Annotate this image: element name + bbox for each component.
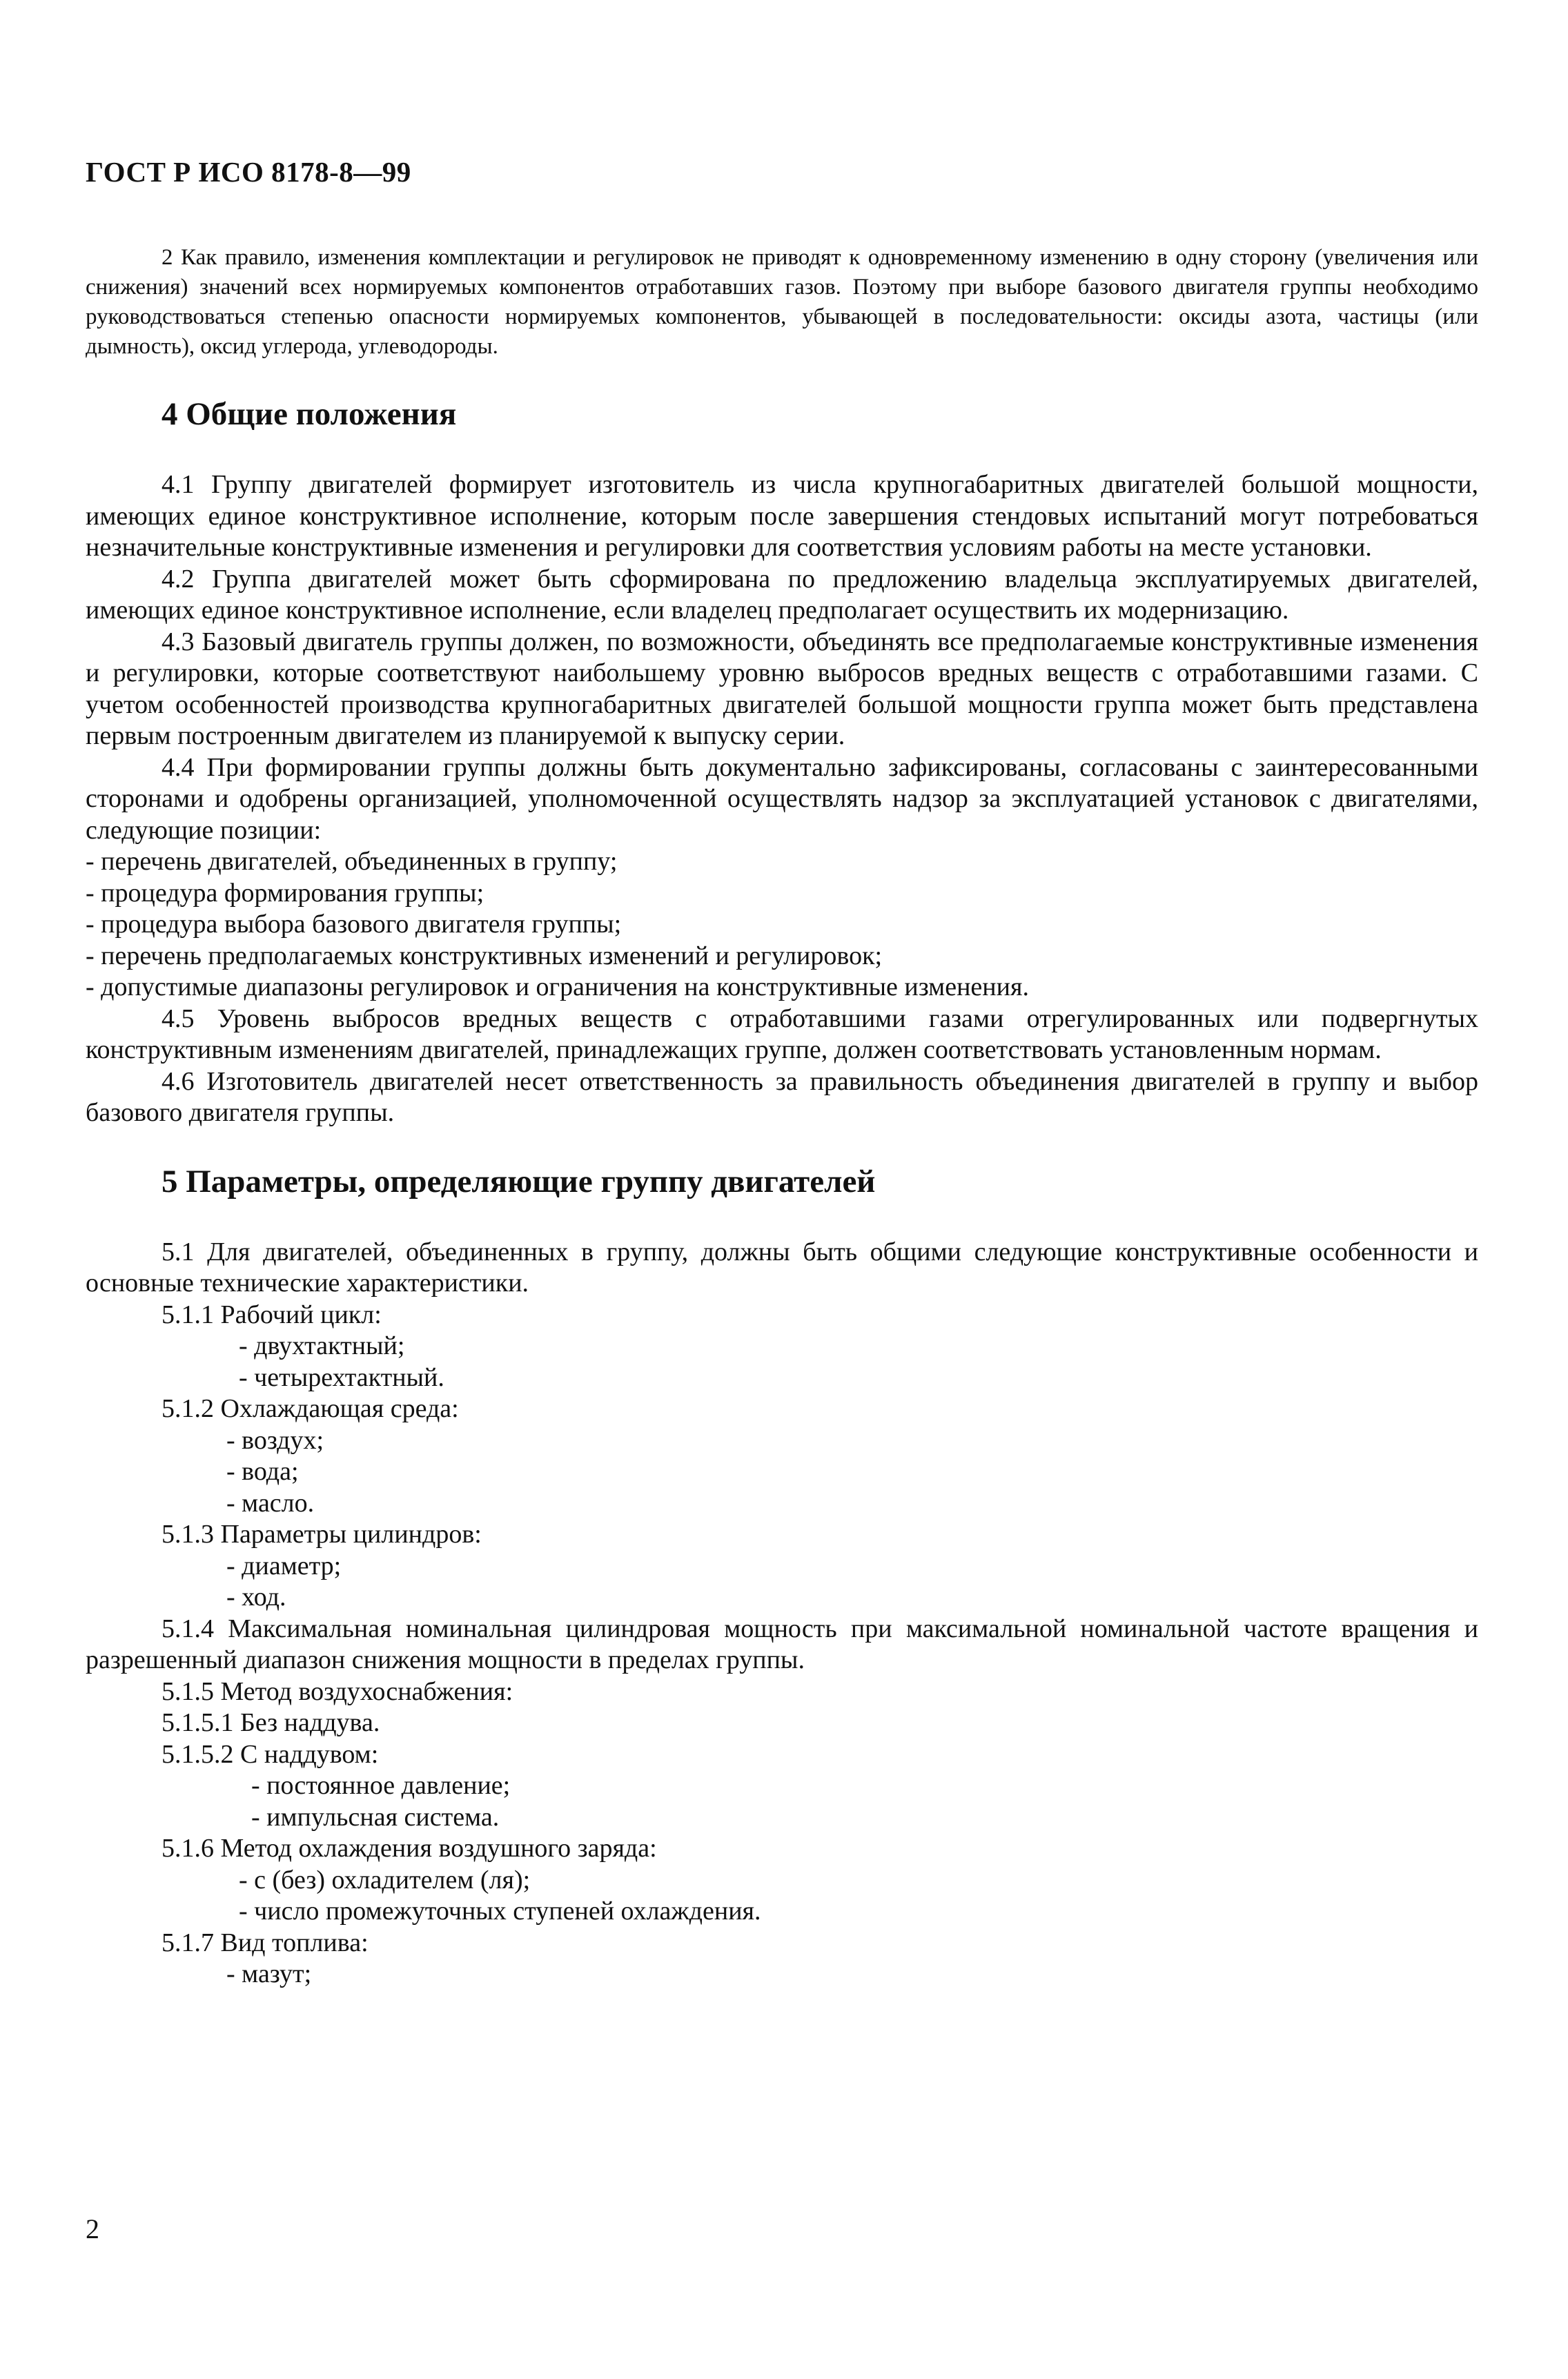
- clause-5-1-6: 5.1.6 Метод охлаждения воздушного заряда:: [161, 1834, 657, 1863]
- list-item: - перечень предполагаемых конструктивных изменений и регулировок;: [86, 941, 883, 970]
- clause-5-1-4: 5.1.4 Максимальная номинальная цилиндровая мощность при максимальной номинальной частоте вращения и разрешенный диапазон снижения мощности в пределах группы.: [86, 1614, 1478, 1674]
- clause-4-4: 4.4 При формировании группы должны быть документально зафиксированы, согласованы с заинтересованными сторонами и одобрены организацией, уполномоченной осуществлять надзор за эксплуатацией установок с двигателями, следующие позиции:: [86, 752, 1478, 845]
- clause-5-1-2: 5.1.2 Охлаждающая среда:: [161, 1394, 459, 1423]
- list-item: - двухтактный;: [239, 1331, 405, 1360]
- list-item: - допустимые диапазоны регулировок и ограничения на конструктивные изменения.: [86, 972, 1029, 1001]
- list-item: - импульсная система.: [251, 1802, 500, 1832]
- section-5-title: 5 Параметры, определяющие группу двигателей: [161, 1163, 876, 1200]
- clause-5-1-5: 5.1.5 Метод воздухоснабжения:: [161, 1676, 513, 1706]
- list-item: - постоянное давление;: [251, 1771, 511, 1800]
- list-item: - диаметр;: [226, 1551, 342, 1580]
- list-item: - вода;: [226, 1457, 299, 1486]
- list-item: - процедура формирования группы;: [86, 878, 484, 908]
- document-page: [86, 155, 1478, 1990]
- list-item: - мазут;: [226, 1959, 312, 1988]
- list-item: - масло.: [226, 1488, 315, 1518]
- note-paragraph: 2 Как правило, изменения комплектации и регулировок не приводят к одновременному изменению в одну сторону (увеличения или снижения) значений всех нормируемых компонентов отработавших газов. Поэтому при выборе базового двигателя группы необходимо руководствоваться степенью опасности нормируемых компонентов, убывающей в последовательности: оксиды азота, частицы (или дымность), оксид углерода, углеводороды.: [86, 245, 1478, 359]
- clause-5-1-5-1: 5.1.5.1 Без наддува.: [161, 1708, 380, 1737]
- clause-4-6: 4.6 Изготовитель двигателей несет ответственность за правильность объединения двигателей в группу и выбор базового двигателя группы.: [86, 1066, 1478, 1127]
- clause-5-1-1: 5.1.1 Рабочий цикл:: [161, 1300, 382, 1329]
- list-item: - воздух;: [226, 1425, 324, 1455]
- clause-5-1-5-2: 5.1.5.2 С наддувом:: [161, 1739, 379, 1769]
- clause-5-1-3: 5.1.3 Параметры цилиндров:: [161, 1520, 482, 1549]
- list-item: - число промежуточных ступеней охлаждения.: [239, 1897, 761, 1926]
- list-item: - перечень двигателей, объединенных в группу;: [86, 847, 618, 876]
- page-number: 2: [86, 2213, 99, 2244]
- list-item: - с (без) охладителем (ля);: [239, 1865, 531, 1895]
- clause-5-1: 5.1 Для двигателей, объединенных в группу, должны быть общими следующие конструктивные особенности и основные технические характеристики.: [86, 1237, 1478, 1298]
- list-item: - ход.: [226, 1583, 286, 1612]
- list-item: - четырехтактный.: [239, 1362, 444, 1392]
- section-4-title: 4 Общие положения: [161, 396, 457, 432]
- clause-4-1: 4.1 Группу двигателей формирует изготовитель из числа крупногабаритных двигателей большой мощности, имеющих единое конструктивное исполнение, которым после завершения стендовых испытаний могут потребоваться незначительные конструктивные изменения и регулировки для соответствия условиям работы на месте установки.: [86, 470, 1478, 562]
- document-header: ГОСТ Р ИСО 8178-8—99: [86, 156, 411, 188]
- clause-5-1-7: 5.1.7 Вид топлива:: [161, 1928, 369, 1957]
- list-item: - процедура выбора базового двигателя группы;: [86, 910, 622, 939]
- clause-4-2: 4.2 Группа двигателей может быть сформирована по предложению владельца эксплуатируемых двигателей, имеющих единое конструктивное исполнение, если владелец предполагает осуществить их модернизацию.: [86, 564, 1478, 625]
- clause-4-5: 4.5 Уровень выбросов вредных веществ с отработавшими газами отрегулированных или подвергнутых конструктивным изменениям двигателей, принадлежащих группе, должен соответствовать установленным нормам.: [86, 1004, 1478, 1064]
- clause-4-3: 4.3 Базовый двигатель группы должен, по возможности, объединять все предполагаемые конструктивные изменения и регулировки, которые соответствуют наибольшему уровню выбросов вредных веществ с отработавшими газами. С учетом особенностей производства крупногабаритных двигателей большой мощности группа может быть представлена первым построенным двигателем из планируемой к выпуску серии.: [86, 627, 1478, 750]
